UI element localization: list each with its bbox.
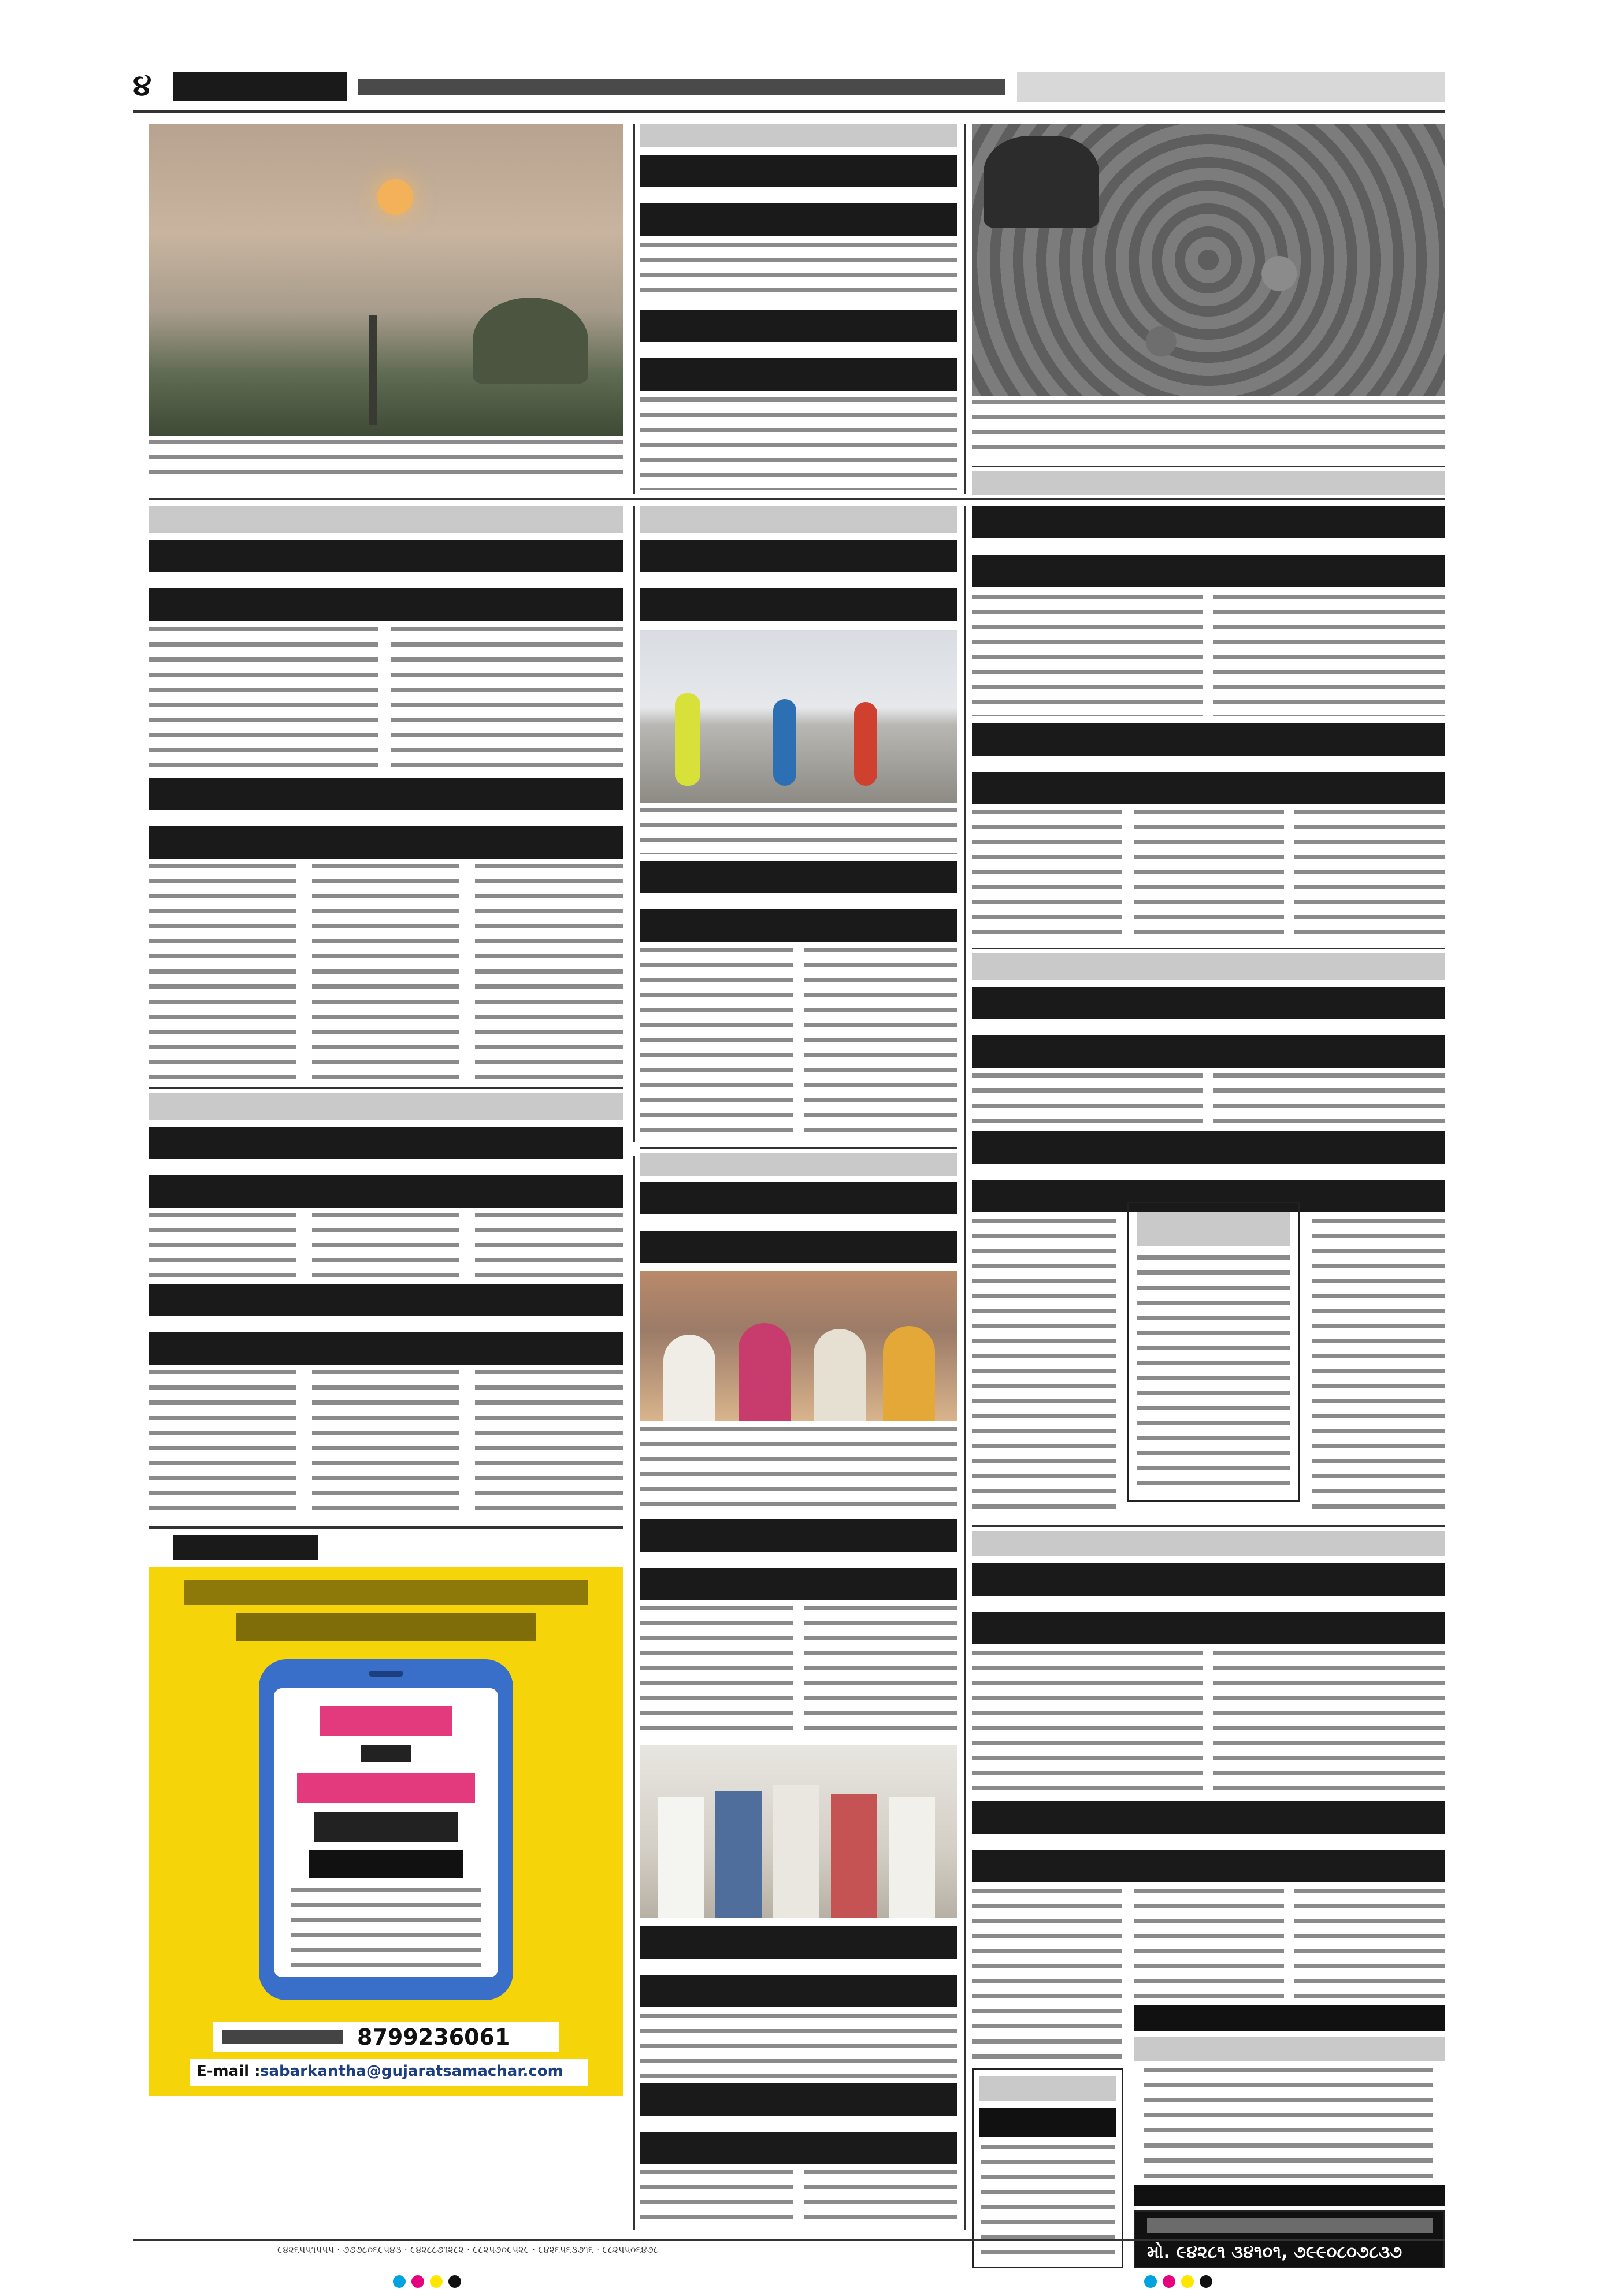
sun-shape: [377, 179, 413, 215]
promo-title-bar: [184, 1580, 588, 1605]
protest-photo: [640, 1271, 957, 1421]
promo-panel: [149, 1567, 623, 2096]
email-row: [190, 2059, 588, 2086]
promo-logo: [173, 1535, 318, 1560]
phone-screen: [274, 1688, 498, 1977]
accused-list-box: [1127, 1202, 1300, 1502]
page-number: ૪: [133, 68, 152, 103]
hospital-phone: મો. ૯૪૨૮૧ ૩૪૧૦૧, ૭૯૯૦૮૦૭૮૩૭: [1147, 2242, 1402, 2262]
whatsapp-number: 8799236061: [357, 2024, 510, 2050]
potato-field-photo: [972, 124, 1445, 396]
potato-caption: [972, 400, 1445, 460]
skater-shape: [773, 699, 796, 786]
skater-shape: [854, 702, 877, 786]
sunrise-photo: [149, 124, 623, 436]
phone-illustration: [259, 1659, 513, 2000]
masthead-dateline: [358, 79, 1005, 95]
tree-shape: [473, 298, 588, 384]
potato-kicker: [972, 471, 1445, 495]
sunrise-caption: [149, 440, 623, 485]
skater-shape: [675, 693, 700, 786]
pylon-shape: [369, 315, 377, 425]
shoe-shape: [984, 136, 1099, 228]
masthead-band: [1017, 72, 1445, 102]
skating-photo: [640, 630, 957, 803]
footer-rule: [133, 2239, 1445, 2241]
email-address: sabarkantha@gujaratsamachar.com: [260, 2063, 563, 2080]
whatsapp-row: [213, 2022, 559, 2052]
email-label: E-mail :: [196, 2063, 261, 2080]
reporter-numbers: ૯૪૨૬૫૫૧૫૫૫ · ૭૭૭૮૦૬૯૫૪૩ · ૯૪૨૮૮૭૧૨૮૨ · ૯૮૨૫૭૦૯૫૨૯ · ૯૪૨૬૫૬૩૭૧૬ · ૯૮૨૫૫૦૬૪૭૮: [277, 2244, 659, 2255]
bank-felicitation-photo: [640, 1745, 957, 1918]
promo-subtitle-bar: [236, 1613, 536, 1641]
masthead-rule: [133, 110, 1445, 113]
masthead-logo: [173, 72, 347, 101]
